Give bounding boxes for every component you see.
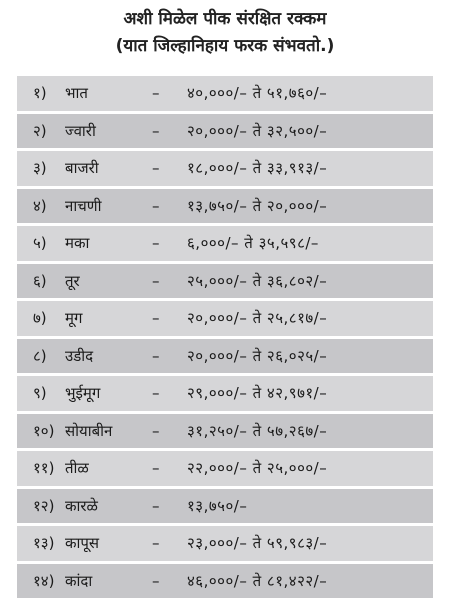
crop-name: तीळ [65, 459, 89, 477]
crop-name: कांदा [65, 571, 93, 590]
crop-name: मूग [65, 309, 83, 327]
row-dash: – [152, 121, 160, 140]
amount-range: २५,०००/– ते ३६,८०२/– [187, 271, 328, 290]
table-row [17, 189, 433, 224]
table-row [17, 226, 433, 261]
amount-range: २३,०००/– ते ५९,९८३/– [187, 534, 328, 552]
row-number: ६) [33, 271, 47, 290]
crop-name: बाजरी [65, 159, 99, 177]
row-number: ७) [33, 309, 47, 327]
row-number: ८) [33, 346, 47, 365]
crop-amount-table [17, 76, 433, 601]
amount-range: १३,७५०/– ते २०,०००/– [187, 196, 328, 215]
amount-range: ४०,०००/– ते ५१,७६०/– [187, 84, 328, 102]
row-dash: – [152, 496, 160, 515]
table-row [17, 414, 433, 449]
table-row [17, 114, 433, 149]
amount-range: ४६,०००/– ते ८१,४२२/– [187, 571, 328, 590]
crop-name: कारळे [65, 496, 98, 515]
crop-name: नाचणी [65, 196, 102, 215]
row-dash: – [152, 159, 160, 177]
crop-name: सोयाबीन [65, 421, 113, 440]
row-dash: – [152, 346, 160, 365]
table-row [17, 376, 433, 411]
table-row [17, 489, 433, 524]
row-dash: – [152, 196, 160, 215]
row-dash: – [152, 571, 160, 590]
row-dash: – [152, 459, 160, 477]
amount-range: २०,०००/– ते २५,८१७/– [187, 309, 328, 327]
row-number: १२) [33, 496, 55, 515]
row-dash: – [152, 309, 160, 327]
amount-range: २९,०००/– ते ४२,९७१/– [187, 384, 328, 402]
row-number: १०) [33, 421, 55, 440]
crop-name: मका [65, 234, 90, 252]
crop-name: भुईमूग [65, 384, 101, 402]
amount-range: २०,०००/– ते २६,०२५/– [187, 346, 328, 365]
page-subtitle: (यात जिल्हानिहाय फरक संभवतो.) [115, 36, 335, 56]
table-row [17, 451, 433, 486]
row-number: १) [33, 84, 47, 102]
row-number: ११) [33, 459, 55, 477]
row-dash: – [152, 271, 160, 290]
crop-name: ज्वारी [65, 121, 96, 140]
row-number: १४) [33, 571, 55, 590]
crop-name: कापूस [65, 534, 100, 552]
table-row [17, 264, 433, 299]
amount-range: ६,०००/– ते ३५,५९८/– [187, 234, 319, 252]
row-dash: – [152, 534, 160, 552]
amount-range: १८,०००/– ते ३३,९१३/– [187, 159, 328, 177]
crop-name: भात [65, 84, 88, 102]
row-dash: – [152, 84, 160, 102]
table-row [17, 526, 433, 561]
amount-range: २०,०००/– ते ३२,५००/– [187, 121, 328, 140]
table-row [17, 151, 433, 186]
crop-name: तूर [65, 271, 80, 290]
amount-range: २२,०००/– ते २५,०००/– [187, 459, 328, 477]
row-number: १३) [33, 534, 55, 552]
table-row [17, 301, 433, 336]
row-number: ५) [33, 234, 47, 252]
header [0, 6, 450, 60]
row-number: ३) [33, 159, 47, 177]
amount-range: १३,७५०/– [187, 496, 248, 515]
row-number: २) [33, 121, 47, 140]
crop-name: उडीद [65, 346, 94, 365]
row-dash: – [152, 234, 160, 252]
page-title: अशी मिळेल पीक संरक्षित रक्कम [123, 9, 327, 29]
row-number: ४) [33, 196, 47, 215]
table-row [17, 76, 433, 111]
amount-range: ३१,२५०/– ते ५७,२६७/– [187, 421, 328, 440]
row-number: ९) [33, 384, 47, 402]
table-row [17, 564, 433, 599]
table-row [17, 339, 433, 374]
row-dash: – [152, 421, 160, 440]
row-dash: – [152, 384, 160, 402]
